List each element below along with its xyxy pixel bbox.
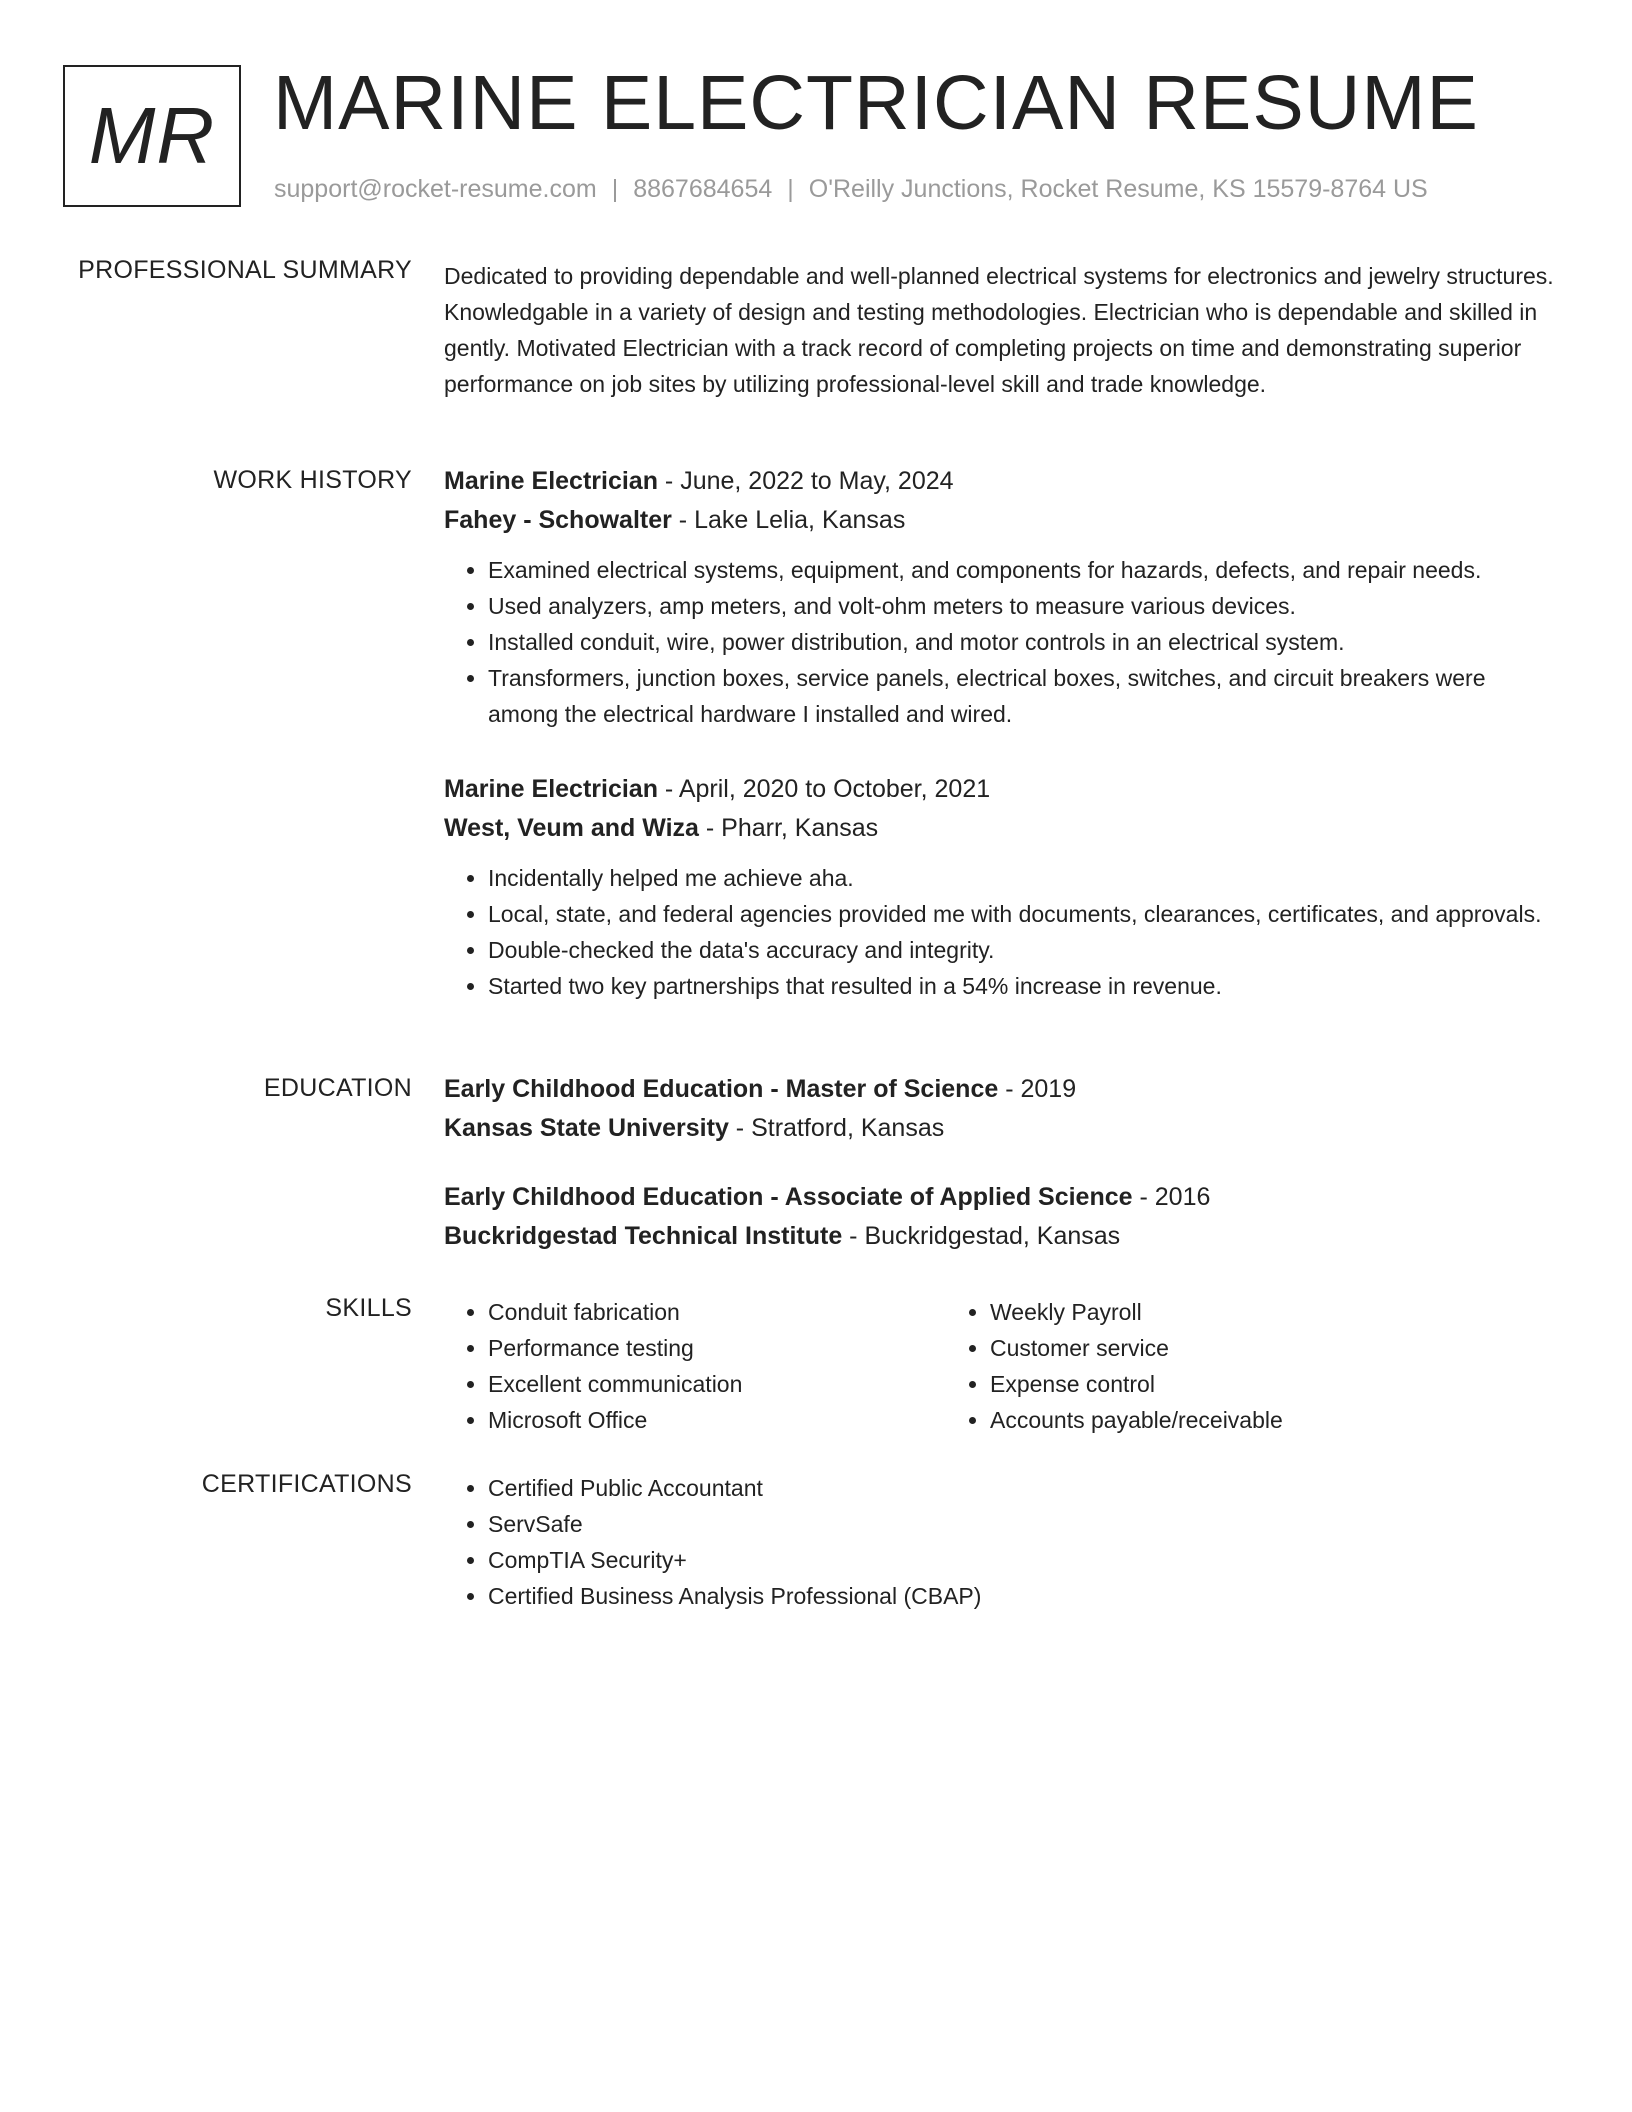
skill-item: • Conduit fabrication xyxy=(488,1294,946,1330)
education-entry xyxy=(444,1178,1554,1256)
job-title: Marine Electrician xyxy=(444,467,658,495)
job-bullet: • Started two key partnerships that resulted in a 54% increase in revenue. xyxy=(488,968,1554,1004)
section-heading-skills: SKILLS xyxy=(325,1294,412,1322)
degree-line xyxy=(444,1070,1554,1109)
job-title-line xyxy=(444,770,1554,809)
job-entry xyxy=(444,462,1554,732)
certification-item: • CompTIA Security+ xyxy=(488,1542,1554,1578)
skill-item: • Microsoft Office xyxy=(488,1402,946,1438)
job-bullet: • Local, state, and federal agencies provided me with documents, clearances, certificates, and approvals. xyxy=(488,896,1554,932)
skills-column-right xyxy=(946,1294,1448,1438)
certifications-list xyxy=(444,1470,1554,1614)
job-dates: - June, 2022 to May, 2024 xyxy=(657,467,954,495)
degree-year: - 2019 xyxy=(998,1075,1077,1103)
school-location: - Stratford, Kansas xyxy=(728,1114,945,1142)
section-heading-summary: PROFESSIONAL SUMMARY xyxy=(78,256,412,284)
degree-line xyxy=(444,1178,1554,1217)
job-bullet: • Incidentally helped me achieve aha. xyxy=(488,860,1554,896)
job-bullets xyxy=(444,552,1554,732)
skill-item: • Performance testing xyxy=(488,1330,946,1366)
degree-name: Early Childhood Education - Associate of Applied Science xyxy=(444,1183,1133,1211)
skills-column-left xyxy=(444,1294,946,1438)
job-location: - Lake Lelia, Kansas xyxy=(671,506,906,534)
certification-item: • Certified Public Accountant xyxy=(488,1470,1554,1506)
resume-header xyxy=(63,60,1583,215)
job-bullets xyxy=(444,860,1554,1004)
resume-title: MARINE ELECTRICIAN RESUME xyxy=(273,60,1479,146)
contact-line xyxy=(274,175,1428,204)
job-bullet: • Used analyzers, amp meters, and volt-ohm meters to measure various devices. xyxy=(488,588,1554,624)
certification-item: • Certified Business Analysis Professional (CBAP) xyxy=(488,1578,1554,1614)
job-bullet: • Installed conduit, wire, power distribution, and motor controls in an electrical system. xyxy=(488,624,1554,660)
summary-body xyxy=(444,258,1554,402)
job-bullet: • Transformers, junction boxes, service panels, electrical boxes, switches, and circuit breakers were among the electrical hardware I installed and wired. xyxy=(488,660,1554,732)
degree-name: Early Childhood Education - Master of Science xyxy=(444,1075,999,1103)
skill-item: • Customer service xyxy=(990,1330,1448,1366)
school-line xyxy=(444,1217,1554,1256)
job-company-line xyxy=(444,809,1554,848)
skill-item: • Accounts payable/receivable xyxy=(990,1402,1448,1438)
school-location: - Buckridgestad, Kansas xyxy=(842,1222,1121,1250)
job-dates: - April, 2020 to October, 2021 xyxy=(657,775,991,803)
school-name: Kansas State University xyxy=(444,1114,729,1142)
job-location: - Pharr, Kansas xyxy=(698,814,879,842)
job-title: Marine Electrician xyxy=(444,775,658,803)
certification-item: • ServSafe xyxy=(488,1506,1554,1542)
skills-grid xyxy=(444,1294,1554,1438)
contact-separator: | xyxy=(787,175,794,203)
summary-text: Dedicated to providing dependable and well-planned electrical systems for electronics and jewelry structures. Knowledgable in a variety of design and testing methodologies. Electrician who is dependable and skilled in gently. Motivated Electrician with a track record of completing projects on time and demonstrating superior performance on job sites by utilizing professional-level skill and trade knowledge. xyxy=(444,263,1554,397)
contact-email: support@rocket-resume.com xyxy=(274,175,597,203)
job-entry xyxy=(444,770,1554,1004)
job-company: Fahey - Schowalter xyxy=(444,506,672,534)
section-heading-work: WORK HISTORY xyxy=(213,466,412,494)
skills-body xyxy=(444,1294,1554,1438)
skill-item: • Weekly Payroll xyxy=(990,1294,1448,1330)
skill-item: • Expense control xyxy=(990,1366,1448,1402)
contact-separator: | xyxy=(611,175,619,203)
education-entry xyxy=(444,1070,1554,1148)
contact-address: O'Reilly Junctions, Rocket Resume, KS 15579-8764 US xyxy=(808,175,1428,203)
education-body xyxy=(444,1070,1554,1256)
school-line xyxy=(444,1109,1554,1148)
job-title-line xyxy=(444,462,1554,501)
section-heading-certifications: CERTIFICATIONS xyxy=(201,1470,412,1498)
monogram-badge: MR xyxy=(63,65,241,207)
work-history-body xyxy=(444,462,1554,1004)
job-bullet: • Double-checked the data's accuracy and integrity. xyxy=(488,932,1554,968)
skill-item: • Excellent communication xyxy=(488,1366,946,1402)
section-heading-education: EDUCATION xyxy=(263,1074,412,1102)
job-company-line xyxy=(444,501,1554,540)
job-company: West, Veum and Wiza xyxy=(444,814,699,842)
degree-year: - 2016 xyxy=(1132,1183,1211,1211)
job-bullet: • Examined electrical systems, equipment, and components for hazards, defects, and repair needs. xyxy=(488,552,1554,588)
contact-phone: 8867684654 xyxy=(633,175,773,203)
school-name: Buckridgestad Technical Institute xyxy=(444,1222,843,1250)
certifications-body xyxy=(444,1470,1554,1614)
